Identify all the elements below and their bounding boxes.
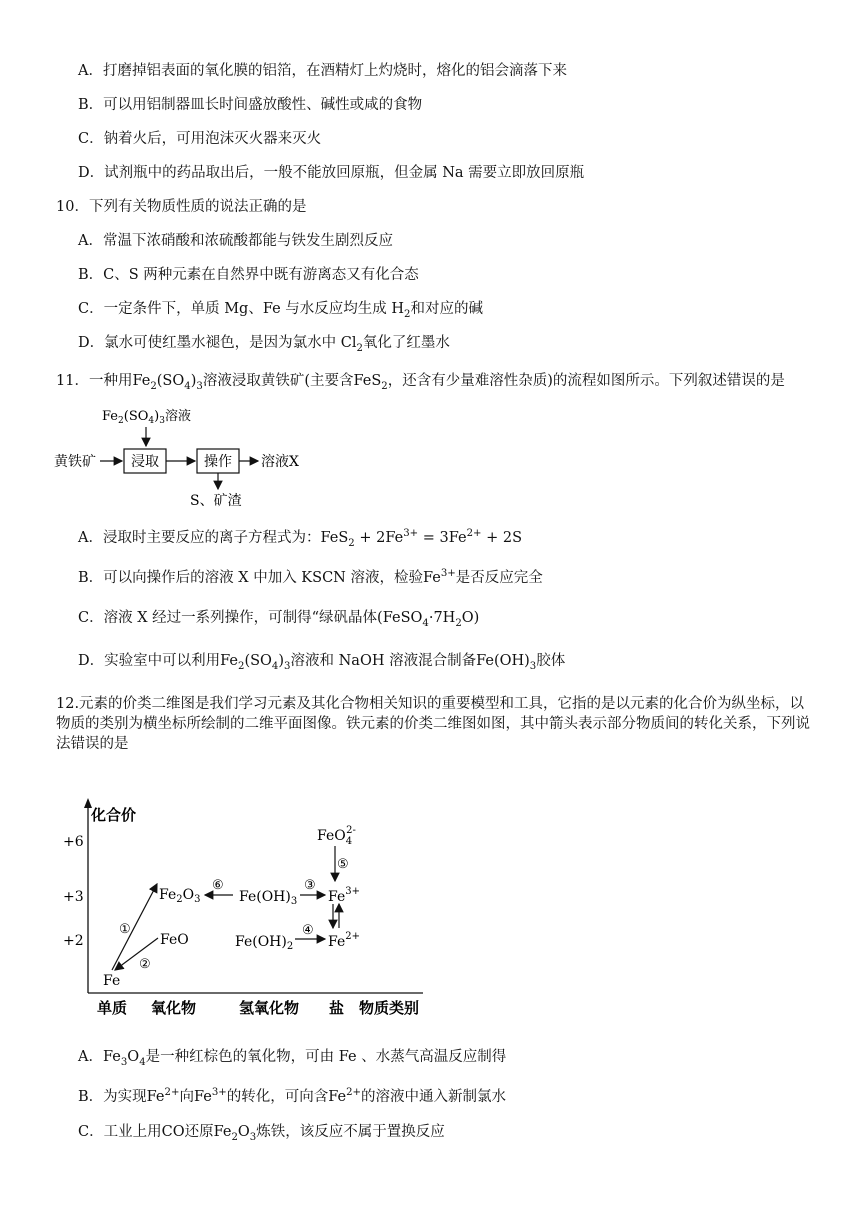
species-feo: FeO [160,932,189,948]
arrow-2-label: ② [139,957,151,972]
q10-option-c: C．一定条件下，单质 Mg、Fe 与水反应均生成 $H_2$和对应的碱 [78,301,483,320]
q12-valence-diagram [55,798,435,1026]
flow-output: 溶液X [261,454,299,470]
arrow-2 [115,938,158,970]
q12-option-b: B．为实现$Fe^{2+}$向$Fe^{3+}$的转化，可向含$Fe^{2+}$的溶液中通入新制氯水 [78,1087,507,1105]
xcat-element: 单质 [97,999,128,1017]
arrow-6-label: ⑥ [212,878,224,893]
q11-flow-diagram [50,400,350,515]
species-fe3plus: $Fe^{3+}$ [328,886,360,905]
flow-box-operation-label: 操作 [204,454,232,470]
species-fe: Fe [103,973,121,989]
species-feo4: FeO$_4$2- [317,825,356,847]
flow-input: 黄铁矿 [54,454,96,470]
arrow-5-label: ⑤ [337,857,349,872]
q11-option-b: B．可以向操作后的溶液 X 中加入 KSCN 溶液，检验$Fe^{3+}$是否反应完全 [78,568,543,586]
formula-fe2so43: $Fe_2(SO_4)_3$ [132,373,203,392]
q12-option-a: A．$Fe_3O_4$是一种红棕色的氧化物，可由 Fe 、水蒸气高温反应制得 [78,1049,507,1068]
q10-option-a: A．常温下浓硝酸和浓硫酸都能与铁发生剧烈反应 [78,233,393,249]
q11-stem: 11．一种用$Fe_2(SO_4)_3$溶液浸取黄铁矿(主要含FeS$_2$，还含有少量难溶性杂质)的流程如图所示。下列叙述错误的是 [56,373,785,392]
q9-option-c: C．钠着火后，可用泡沫灭火器来灭火 [78,131,322,147]
species-feoh2: $Fe(OH)_2$ [235,934,294,952]
species-fe2o3: $Fe_2O_3$ [159,887,201,905]
q9-option-a: A．打磨掉铝表面的氧化膜的铝箔，在酒精灯上灼烧时，熔化的铝会滴落下来 [78,63,567,79]
x-axis-label: 物质类别 [359,999,420,1017]
ytick-plus3: +3 [63,889,84,905]
q11-option-c: C．溶液 X 经过一系列操作，可制得“绿矾晶体$(FeSO_4\cdot 7H_2O)$ [78,610,480,629]
q12-stem: 12.元素的价类二维图是我们学习元素及其化合物相关知识的重要模型和工具，它指的是以元素的化合价为纵坐标，以物质的类别为横坐标所绘制的二维平面图像。铁元素的价类二维图如图，其中箭头表示部分物质间的转化关系，下列说法错误的是 [56,696,810,752]
arrow-3-label: ③ [304,878,316,893]
q10-option-d: D．氯水可使红墨水褪色，是因为氯水中 $Cl_2$氧化了红墨水 [78,335,450,354]
ytick-plus6: +6 [63,834,84,850]
arrow-4-label: ④ [302,923,314,938]
q9-option-b: B．可以用铝制器皿长时间盛放酸性、碱性或咸的食物 [78,97,423,113]
xcat-salt: 盐 [329,999,345,1017]
y-axis-label: 化合价 [91,806,137,824]
q10-stem: 10．下列有关物质性质的说法正确的是 [56,199,307,215]
q9-option-d: D．试剂瓶中的药品取出后，一般不能放回原瓶，但金属 Na 需要立即放回原瓶 [78,165,585,181]
flow-reagent: $Fe_2(SO_4)_3$溶液 [102,409,191,426]
arrow-1-label: ① [119,922,131,937]
species-fe2plus: $Fe^{2+}$ [328,931,360,950]
flow-residue: S、矿渣 [190,493,242,509]
xcat-hydroxide: 氢氧化物 [239,999,300,1017]
ionic-equation: $FeS_2 + 2Fe^{3+} = 3Fe^{2+} + 2S$ [320,528,523,549]
q10-option-b: B．C、S 两种元素在自然界中既有游离态又有化合态 [78,267,419,283]
species-feoh3: $Fe(OH)_3$ [239,889,298,907]
ytick-plus2: +2 [63,933,84,949]
q11-option-d: D．实验室中可以利用$Fe_2(SO_4)_3$溶液和 NaOH 溶液混合制备$Fe(OH)_3$胶体 [78,653,566,672]
flow-box-leach-label: 浸取 [131,454,159,470]
q11-option-a: A．浸取时主要反应的离子方程式为：$FeS_2 + 2Fe^{3+} = 3Fe^{2+} + 2S$ [78,528,523,549]
xcat-oxide: 氧化物 [151,999,197,1017]
q12-option-c: C．工业上用CO还原$Fe_2O_3$炼铁，该反应不属于置换反应 [78,1124,445,1143]
